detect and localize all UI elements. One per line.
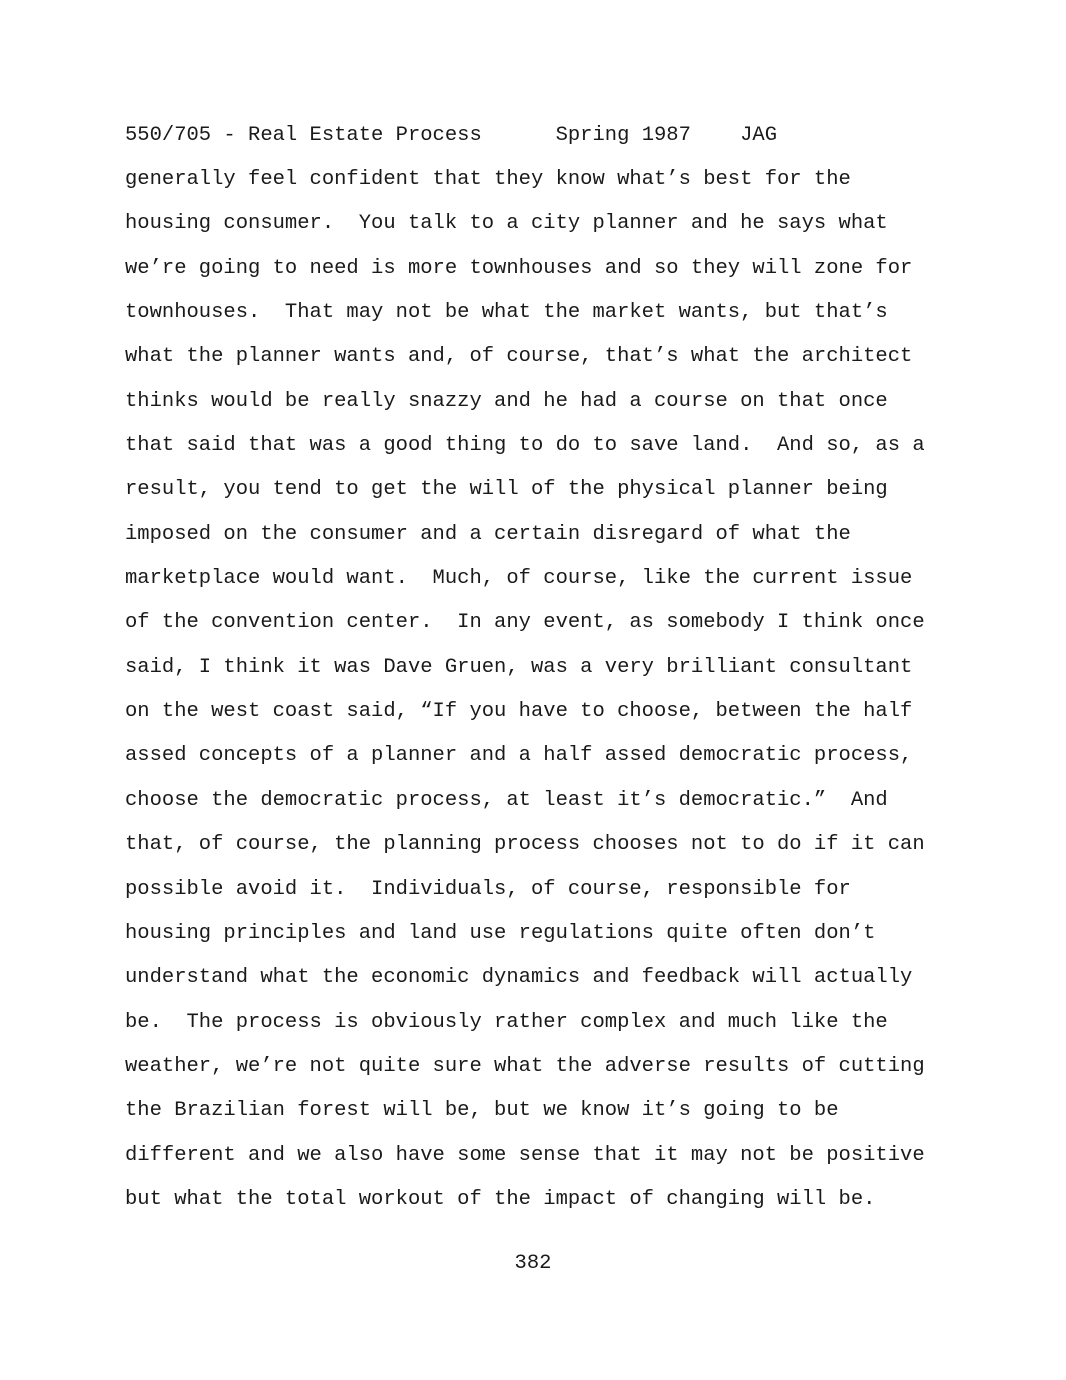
text-line: be. The process is obviously rather complex and much like the [125, 1010, 888, 1034]
text-line: we’re going to need is more townhouses and so they will zone for [125, 256, 913, 280]
term: Spring 1987 [555, 124, 691, 147]
text-line: that, of course, the planning process chooses not to do if it can [125, 833, 925, 857]
text-line: on the west coast said, “If you have to choose, between the half [125, 700, 913, 724]
text-line: of the convention center. In any event, as somebody I think once [125, 611, 925, 635]
text-line: choose the democratic process, at least it’s democratic.” And [125, 788, 888, 812]
text-line: understand what the economic dynamics and feedback will actually [125, 966, 913, 990]
text-line: townhouses. That may not be what the market wants, but that’s [125, 301, 888, 325]
transcript-body [125, 168, 925, 1232]
text-line: different and we also have some sense that it may not be positive [125, 1143, 925, 1167]
text-line: assed concepts of a planner and a half assed democratic process, [125, 744, 913, 768]
text-line: imposed on the consumer and a certain disregard of what the [125, 522, 851, 546]
text-line: weather, we’re not quite sure what the adverse results of cutting [125, 1054, 925, 1078]
text-line: that said that was a good thing to do to save land. And so, as a [125, 434, 925, 458]
text-line: the Brazilian forest will be, but we know it’s going to be [125, 1099, 839, 1123]
page-number: 382 [514, 1252, 552, 1275]
text-line: marketplace would want. Much, of course, like the current issue [125, 567, 913, 591]
text-line: what the planner wants and, of course, that’s what the architect [125, 345, 913, 369]
text-line: housing principles and land use regulations quite often don’t [125, 921, 876, 945]
text-line: but what the total workout of the impact of changing will be. [125, 1187, 876, 1211]
text-line: housing consumer. You talk to a city planner and he says what [125, 212, 888, 236]
page-header [125, 124, 777, 148]
text-line: result, you tend to get the will of the physical planner being [125, 478, 888, 502]
author-initials: JAG [740, 124, 778, 147]
text-line: possible avoid it. Individuals, of course, responsible for [125, 877, 851, 901]
text-line: generally feel confident that they know what’s best for the [125, 168, 851, 191]
text-line: thinks would be really snazzy and he had a course on that once [125, 389, 888, 413]
text-line: said, I think it was Dave Gruen, was a very brilliant consultant [125, 655, 913, 679]
course-title: 550/705 - Real Estate Process [125, 124, 482, 147]
